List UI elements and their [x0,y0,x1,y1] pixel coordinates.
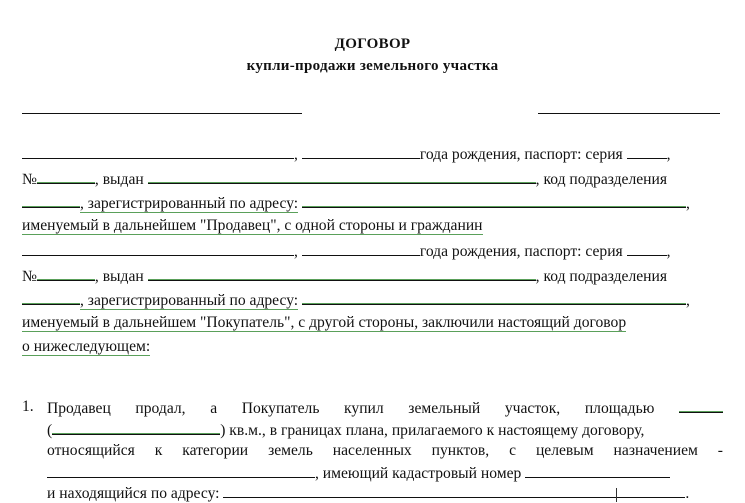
buyer-line-4 [22,314,722,332]
clause1-line-2 [47,420,723,440]
seller-issued-text: , выдан [94,171,144,188]
seller-issued-by-field[interactable] [148,169,536,184]
seller-no-label: № [22,171,37,188]
buyer-address-field[interactable] [302,290,686,305]
cadastral-number-field[interactable] [525,464,670,478]
clause1-line-4 [47,464,723,483]
clause-number: 1. [22,398,34,415]
seller-division-code-field[interactable] [22,193,80,208]
document-subtitle: купли-продажи земельного участка [246,58,499,74]
comma: , [666,243,671,260]
place-date-line [22,100,722,119]
buyer-line-2 [22,266,722,286]
buyer-division-code-field[interactable] [22,290,80,305]
buyer-passport-number-field[interactable] [37,266,95,281]
comma: , [294,243,298,260]
buyer-line-5 [22,338,722,356]
buyer-birth-passport-text: года рождения, паспорт: серия [419,243,623,260]
open-paren: ( [47,422,53,439]
place-field[interactable] [22,100,302,114]
buyer-birth-field[interactable] [302,242,420,256]
date-field[interactable] [538,100,720,114]
comma: , [686,292,690,309]
document-title: ДОГОВОР [334,36,411,52]
buyer-issued-by-field[interactable] [148,266,536,281]
clause1-line3-text: относящийся к категории земель населенных пунктов, с целевым назначением - [47,442,723,459]
clause1-line-5 [47,484,723,503]
buyer-line-1 [22,242,722,261]
area-number-field[interactable] [679,398,723,413]
buyer-role-text: именуемый в дальнейшем "Покупатель", с другой стороны, заключили настоящий договор [22,314,627,331]
seller-registered-text: , зарегистрированный по адресу: [80,195,299,212]
clause1-line5-text: и находящийся по адресу: [47,485,220,502]
buyer-division-code-text: , код подразделения [535,268,668,285]
buyer-line-3 [22,290,722,310]
clause1-line4-text: , имеющий кадастровый номер [315,465,522,482]
dot: . [685,485,690,502]
purpose-field[interactable] [47,464,315,478]
following-text: о нижеследующем: [22,338,151,355]
seller-line-2 [22,169,722,189]
buyer-registered-text: , зарегистрированный по адресу: [80,292,299,309]
clause1-line1-text: Продавец продал, а Покупатель купил земельный участок, площадью [47,400,655,417]
seller-role-text: именуемый в дальнейшем "Продавец", с одной стороны и гражданин [22,217,483,234]
buyer-passport-series-field[interactable] [627,242,667,256]
seller-division-code-text: , код подразделения [535,171,668,188]
area-words-field[interactable] [52,420,220,435]
seller-name-field[interactable] [22,145,294,159]
buyer-issued-text: , выдан [94,268,144,285]
comma: , [666,146,671,163]
buyer-no-label: № [22,268,37,285]
buyer-name-field[interactable] [22,242,294,256]
seller-birth-field[interactable] [302,145,420,159]
seller-passport-series-field[interactable] [627,145,667,159]
clause1-line-3 [47,442,723,460]
comma: , [686,195,690,212]
seller-line-3 [22,193,722,213]
seller-address-field[interactable] [302,193,686,208]
comma: , [294,146,298,163]
seller-passport-number-field[interactable] [37,169,95,184]
seller-line-4 [22,217,722,235]
seller-line-1 [22,145,722,164]
clause1-line2-text: ) кв.м., в границах плана, прилагаемого к настоящему договору, [220,422,645,439]
seller-birth-passport-text: года рождения, паспорт: серия [419,146,623,163]
clause1-line-1 [47,398,723,418]
